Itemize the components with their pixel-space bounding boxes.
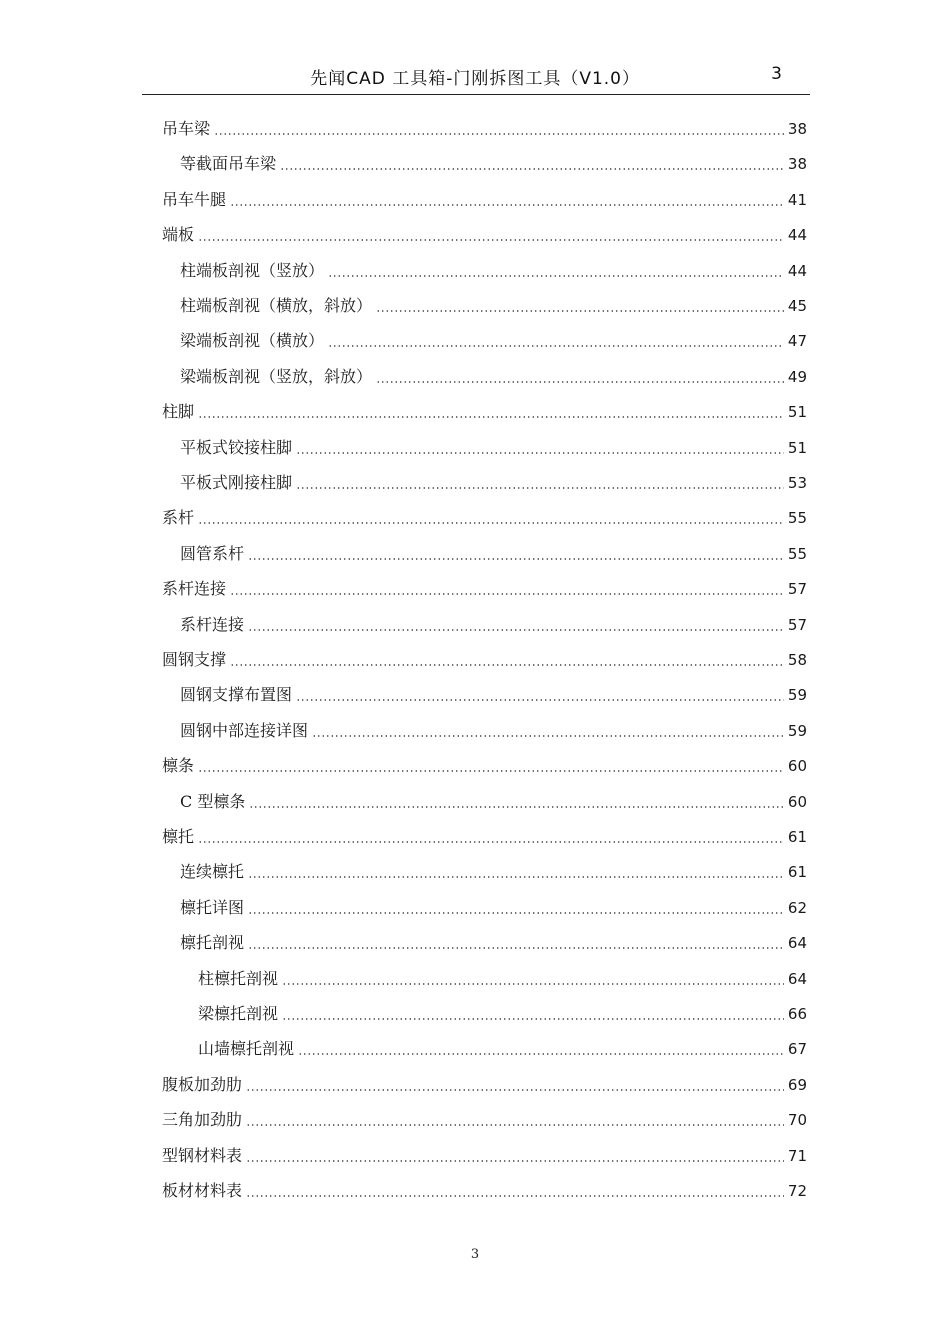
toc-dot-leader bbox=[248, 933, 784, 953]
toc-entry[interactable] bbox=[162, 1102, 807, 1130]
toc-dot-leader bbox=[198, 508, 784, 528]
toc-entry[interactable] bbox=[180, 465, 807, 493]
toc-dot-leader bbox=[376, 296, 784, 316]
toc-entry[interactable] bbox=[180, 536, 807, 564]
footer-page-number: 3 bbox=[470, 1247, 480, 1262]
toc-dot-leader bbox=[198, 756, 784, 776]
toc-dot-leader bbox=[246, 1181, 784, 1201]
toc-entry[interactable] bbox=[180, 288, 807, 316]
toc-entry-title: 檩托详图 bbox=[180, 897, 245, 917]
toc-dot-leader bbox=[248, 544, 784, 564]
toc-entry[interactable] bbox=[162, 1173, 807, 1201]
toc-entry-title: 圆钢支撑布置图 bbox=[180, 685, 293, 705]
toc-entry-title: 梁端板剖视（横放） bbox=[180, 331, 325, 351]
toc-entry-page: 59 bbox=[787, 686, 807, 705]
toc-dot-leader bbox=[246, 1110, 784, 1130]
toc-entry-title: 平板式铰接柱脚 bbox=[180, 437, 293, 457]
toc-entry-page: 59 bbox=[787, 721, 807, 740]
toc-entry-title: 系杆连接 bbox=[180, 614, 245, 634]
toc-dot-leader bbox=[249, 792, 784, 812]
toc-dot-leader bbox=[298, 1039, 784, 1059]
toc-entry-page: 67 bbox=[787, 1040, 807, 1059]
toc-entry[interactable] bbox=[162, 748, 807, 776]
toc-entry-page: 51 bbox=[787, 438, 807, 457]
toc-entry-page: 38 bbox=[787, 120, 807, 138]
toc-entry-page: 71 bbox=[787, 1146, 807, 1165]
toc-entry-page: 38 bbox=[787, 155, 807, 174]
toc-entry[interactable] bbox=[198, 961, 807, 989]
toc-dot-leader bbox=[328, 261, 784, 281]
header-title: 先闻CAD 工具箱-门刚拆图工具（V1.0） bbox=[310, 69, 640, 89]
toc-dot-leader bbox=[198, 827, 784, 847]
toc-entry-page: 55 bbox=[787, 544, 807, 563]
toc-entry[interactable] bbox=[180, 890, 807, 918]
toc-entry[interactable] bbox=[162, 1067, 807, 1095]
toc-entry-page: 61 bbox=[787, 863, 807, 882]
toc-entry-title: 檩条 bbox=[162, 756, 195, 776]
toc-dot-leader bbox=[214, 119, 784, 139]
toc-entry[interactable] bbox=[180, 146, 807, 174]
toc-entry[interactable] bbox=[162, 571, 807, 599]
toc-entry[interactable] bbox=[180, 784, 807, 812]
toc-entry[interactable] bbox=[162, 1138, 807, 1166]
toc-entry-title: 檩托 bbox=[162, 827, 195, 846]
toc-dot-leader bbox=[296, 473, 784, 493]
toc-entry[interactable] bbox=[162, 500, 807, 528]
toc-dot-leader bbox=[230, 579, 784, 599]
toc-entry-page: 49 bbox=[787, 367, 807, 386]
toc-entry-title: 吊车梁 bbox=[162, 119, 211, 138]
toc-entry-page: 57 bbox=[787, 580, 807, 599]
toc-entry-title: 圆管系杆 bbox=[180, 543, 245, 563]
toc-entry-page: 70 bbox=[787, 1111, 807, 1130]
toc-entry-title: 板材材料表 bbox=[162, 1181, 243, 1200]
toc-entry-title: 圆钢支撑 bbox=[162, 650, 227, 669]
toc-entry[interactable] bbox=[162, 642, 807, 670]
toc-dot-leader bbox=[230, 190, 784, 210]
toc-entry-title: 圆钢中部连接详图 bbox=[180, 720, 309, 740]
toc-dot-leader bbox=[376, 367, 784, 387]
toc-entry-page: 60 bbox=[787, 757, 807, 776]
toc-entry-title: 柱端板剖视（竖放） bbox=[180, 260, 325, 280]
toc-entry-title: 型钢材料表 bbox=[162, 1145, 243, 1165]
toc-entry[interactable] bbox=[162, 394, 807, 422]
toc-entry-title: 柱檩托剖视 bbox=[198, 968, 279, 988]
toc-entry-page: 64 bbox=[787, 934, 807, 953]
toc-dot-leader bbox=[280, 154, 784, 174]
toc-dot-leader bbox=[230, 650, 784, 670]
toc-entry-page: 69 bbox=[787, 1075, 807, 1094]
toc-entry[interactable] bbox=[180, 253, 807, 281]
toc-entry[interactable] bbox=[198, 1031, 807, 1059]
toc-entry-title: 吊车牛腿 bbox=[162, 189, 227, 209]
toc-entry[interactable] bbox=[180, 607, 807, 635]
toc-entry-title: 梁檩托剖视 bbox=[198, 1004, 279, 1023]
page-header bbox=[142, 62, 810, 95]
toc-entry-title: 腹板加劲肋 bbox=[162, 1074, 243, 1094]
toc-entry[interactable] bbox=[180, 854, 807, 882]
toc-entry-title: 柱脚 bbox=[162, 402, 195, 422]
toc-entry-page: 66 bbox=[787, 1005, 807, 1023]
toc-entry-page: 53 bbox=[787, 474, 807, 492]
toc-entry-page: 47 bbox=[787, 332, 807, 351]
toc-entry-page: 62 bbox=[787, 898, 807, 917]
toc-entry-page: 64 bbox=[787, 969, 807, 988]
header-page-number: 3 bbox=[771, 64, 782, 84]
toc-entry-title: 等截面吊车梁 bbox=[180, 154, 277, 174]
toc-dot-leader bbox=[282, 969, 784, 989]
toc-entry[interactable] bbox=[162, 217, 807, 245]
toc-entry-page: 41 bbox=[787, 190, 807, 209]
toc-entry-title: 三角加劲肋 bbox=[162, 1110, 243, 1130]
toc-entry[interactable] bbox=[198, 996, 807, 1024]
toc-entry[interactable] bbox=[180, 925, 807, 953]
toc-dot-leader bbox=[312, 721, 784, 741]
toc-entry-page: 61 bbox=[787, 828, 807, 846]
toc-entry-title: 檩托剖视 bbox=[180, 933, 245, 953]
toc-dot-leader bbox=[248, 862, 784, 882]
toc-entry[interactable] bbox=[180, 323, 807, 351]
toc-entry-page: 55 bbox=[787, 509, 807, 528]
toc-entry-page: 44 bbox=[787, 261, 807, 280]
toc-entry[interactable] bbox=[162, 819, 807, 847]
toc-dot-leader bbox=[248, 898, 784, 918]
toc-dot-leader bbox=[198, 225, 784, 245]
toc-entry-title: 平板式刚接柱脚 bbox=[180, 473, 293, 492]
toc-dot-leader bbox=[246, 1075, 784, 1095]
toc-entry-title: 柱端板剖视（横放，斜放） bbox=[180, 296, 373, 315]
toc-entry-title: 端板 bbox=[162, 225, 195, 245]
toc-entry-title: C 型檩条 bbox=[180, 791, 246, 811]
toc-dot-leader bbox=[296, 438, 784, 458]
toc-entry-page: 44 bbox=[787, 226, 807, 245]
toc-entry-page: 45 bbox=[787, 297, 807, 315]
toc-entry-page: 58 bbox=[787, 651, 807, 669]
toc-entry[interactable] bbox=[180, 359, 807, 387]
toc-dot-leader bbox=[198, 402, 784, 422]
toc-entry[interactable] bbox=[180, 677, 807, 705]
toc-entry[interactable] bbox=[180, 430, 807, 458]
toc-entry-page: 72 bbox=[787, 1182, 807, 1200]
toc-dot-leader bbox=[328, 331, 784, 351]
toc-entry[interactable] bbox=[162, 111, 807, 139]
toc-entry-page: 51 bbox=[787, 403, 807, 422]
toc-entry-title: 系杆连接 bbox=[162, 579, 227, 599]
toc-entry[interactable] bbox=[162, 182, 807, 210]
toc-entry[interactable] bbox=[180, 713, 807, 741]
toc-entry-page: 60 bbox=[787, 792, 807, 811]
toc-dot-leader bbox=[248, 615, 784, 635]
toc-entry-title: 梁端板剖视（竖放，斜放） bbox=[180, 366, 373, 386]
toc-dot-leader bbox=[282, 1004, 784, 1024]
toc-entry-title: 山墙檩托剖视 bbox=[198, 1039, 295, 1059]
toc-entry-title: 系杆 bbox=[162, 508, 195, 528]
toc-dot-leader bbox=[296, 685, 784, 705]
toc-dot-leader bbox=[246, 1146, 784, 1166]
toc-entry-page: 57 bbox=[787, 615, 807, 634]
toc-entry-title: 连续檩托 bbox=[180, 862, 245, 882]
